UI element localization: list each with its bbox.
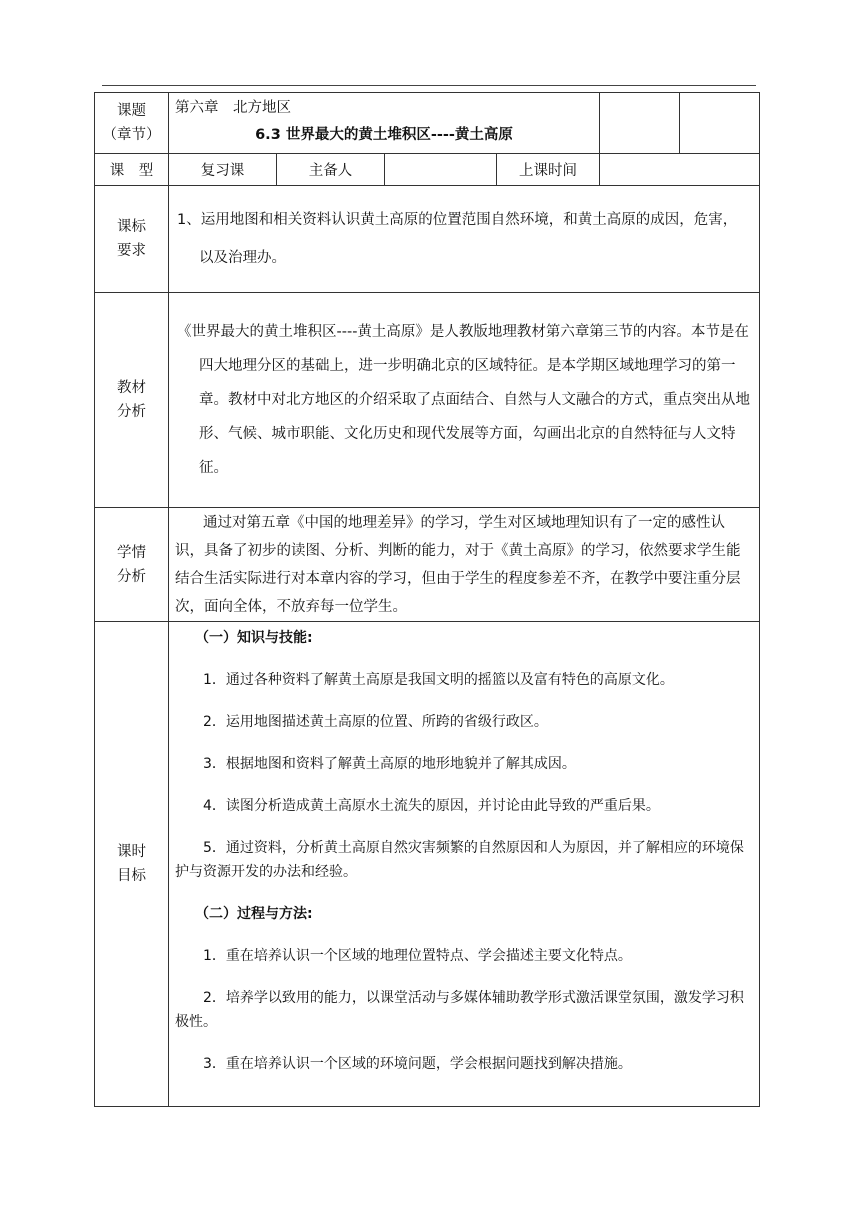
students-label-cell: [95, 508, 169, 622]
row-standard: [95, 186, 760, 293]
empty-cell-1: [600, 93, 680, 154]
topic-label: 课题: [117, 103, 146, 119]
standard-label-2: 要求: [117, 243, 146, 259]
row-objectives: [95, 622, 760, 1107]
objectives-section2-title: （二）过程与方法:: [195, 906, 313, 922]
empty-cell-2: [680, 93, 760, 154]
title-cell: [169, 93, 600, 154]
students-text: 通过对第五章《中国的地理差异》的学习，学生对区域地理知识有了一定的感性认识，具备了初步的读图、分析、判断的能力，对于《黄土高原》的学习，依然要求学生能结合生活实际进行对本章内容的学习，但由于学生的程度参差不齐，在教学中要注重分层次，面向全体，不放弃每一位学生。: [175, 514, 741, 615]
objective-item: 5．通过资料，分析黄土高原自然灾害频繁的自然原因和人为原因，并了解相应的环境保护与资源开发的办法和经验。: [175, 840, 744, 880]
textbook-text: 《世界最大的黄土堆积区----黄土高原》是人教版地理教材第六章第三节的内容。本节是在四大地理分区的基础上，进一步明确北京的区域特征。是本学期区域地理学习的第一章。教材中对北方地区的介绍采取了点面结合、自然与人文融合的方式，重点突出从地形、气候、城市职能、文化历史和现代发展等方面，勾画出北京的自然特征与人文特征。: [177, 324, 750, 476]
objective-item: 3．根据地图和资料了解黄土高原的地形地貌并了解其成因。: [203, 756, 576, 772]
row-students: [95, 508, 760, 622]
objective-item: 1．通过各种资料了解黄土高原是我国文明的摇篮以及富有特色的高原文化。: [203, 672, 674, 688]
row-title: [95, 93, 760, 154]
lesson-plan-table: [94, 92, 760, 1107]
preparer-value: [385, 154, 497, 186]
standard-label-cell: [95, 186, 169, 293]
objectives-section1-title: （一）知识与技能:: [195, 630, 313, 646]
objective-item: 4．读图分析造成黄土高原水土流失的原因，并讨论由此导致的严重后果。: [203, 798, 660, 814]
objectives-label-1: 课时: [117, 844, 146, 860]
preparer-label: 主备人: [277, 154, 385, 186]
standard-content: [169, 186, 760, 293]
time-label: 上课时间: [497, 154, 600, 186]
objectives-label-2: 目标: [117, 868, 146, 884]
row-textbook: [95, 293, 760, 508]
objective-item: 2．运用地图描述黄土高原的位置、所跨的省级行政区。: [203, 714, 548, 730]
textbook-label-cell: [95, 293, 169, 508]
type-value: 复习课: [169, 154, 277, 186]
header-rule: [102, 85, 756, 86]
row-type: [95, 154, 760, 186]
objective-item: 3．重在培养认识一个区域的环境问题，学会根据问题找到解决措施。: [203, 1056, 632, 1072]
time-value: [600, 154, 760, 186]
students-label-2: 分析: [117, 568, 146, 585]
chapter-label: （章节）: [102, 127, 161, 143]
objective-item: 2．培养学以致用的能力，以课堂活动与多媒体辅助教学形式激活课堂氛围，激发学习积极性。: [175, 990, 744, 1030]
textbook-content: [169, 293, 760, 508]
students-content: [169, 508, 760, 622]
textbook-label-2: 分析: [117, 404, 146, 420]
students-label-1: 学情: [117, 544, 146, 561]
lesson-title: 6.3 世界最大的黄土堆积区----黄土高原: [255, 127, 513, 143]
topic-label-cell: [95, 93, 169, 154]
objectives-label-cell: [95, 622, 169, 1107]
textbook-label-1: 教材: [117, 380, 146, 396]
objectives-content: [169, 622, 760, 1107]
standard-label-1: 课标: [117, 219, 146, 235]
chapter-name: 第六章 北方地区: [175, 100, 291, 116]
objective-item: 1．重在培养认识一个区域的地理位置特点、学会描述主要文化特点。: [203, 948, 632, 964]
standard-text: 1、运用地图和相关资料认识黄土高原的位置范围自然环境，和黄土高原的成因，危害，以及治理办。: [177, 212, 738, 266]
type-label: 课 型: [95, 154, 169, 186]
